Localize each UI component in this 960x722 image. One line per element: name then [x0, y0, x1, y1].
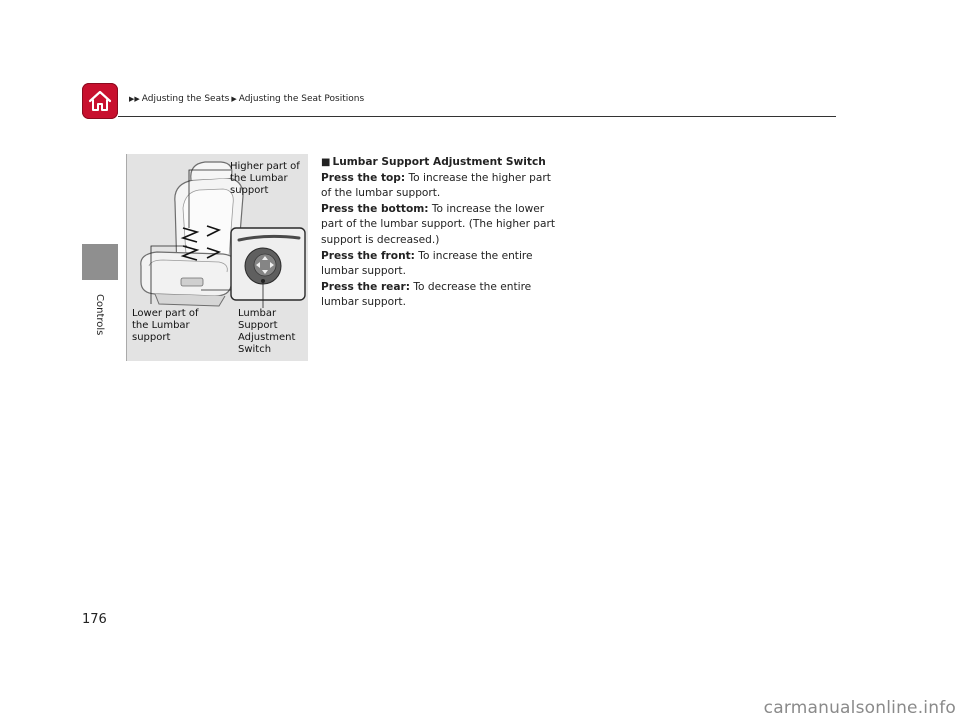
header-divider: [118, 116, 836, 117]
breadcrumb-arrow-icon: ▶: [231, 95, 237, 103]
instruction-item: Press the top: To increase the higher part of the lumbar support.: [321, 171, 551, 200]
breadcrumb-item[interactable]: Adjusting the Seats: [141, 94, 230, 104]
instruction-item: Press the rear: To decrease the entire lumbar support.: [321, 280, 532, 309]
callout-higher-lumbar: Higher part of the Lumbar support: [230, 161, 300, 196]
page-number: 176: [82, 612, 107, 627]
home-icon: [87, 89, 113, 113]
breadcrumb-arrow-icon: ▶▶: [129, 95, 140, 103]
section-tab-marker: [82, 244, 118, 280]
watermark: carmanualsonline.info: [763, 698, 956, 718]
seat-illustration: [126, 154, 308, 361]
breadcrumb: [129, 94, 364, 104]
section-heading: ■ Lumbar Support Adjustment Switch: [321, 156, 546, 168]
instruction-item: Press the bottom: To increase the lower part of the lumbar support. (The higher part support is decreased.): [321, 202, 556, 246]
breadcrumb-item[interactable]: Adjusting the Seat Positions: [238, 94, 365, 104]
lumbar-support-section: [321, 155, 561, 311]
callout-lower-lumbar: Lower part of the Lumbar support: [132, 308, 199, 343]
square-bullet-icon: ■: [321, 157, 331, 168]
section-tab-label[interactable]: Controls: [94, 294, 105, 336]
home-button[interactable]: [82, 83, 118, 119]
instruction-item: Press the front: To increase the entire lumbar support.: [321, 249, 533, 278]
callout-lumbar-switch: Lumbar Support Adjustment Switch: [238, 308, 296, 355]
